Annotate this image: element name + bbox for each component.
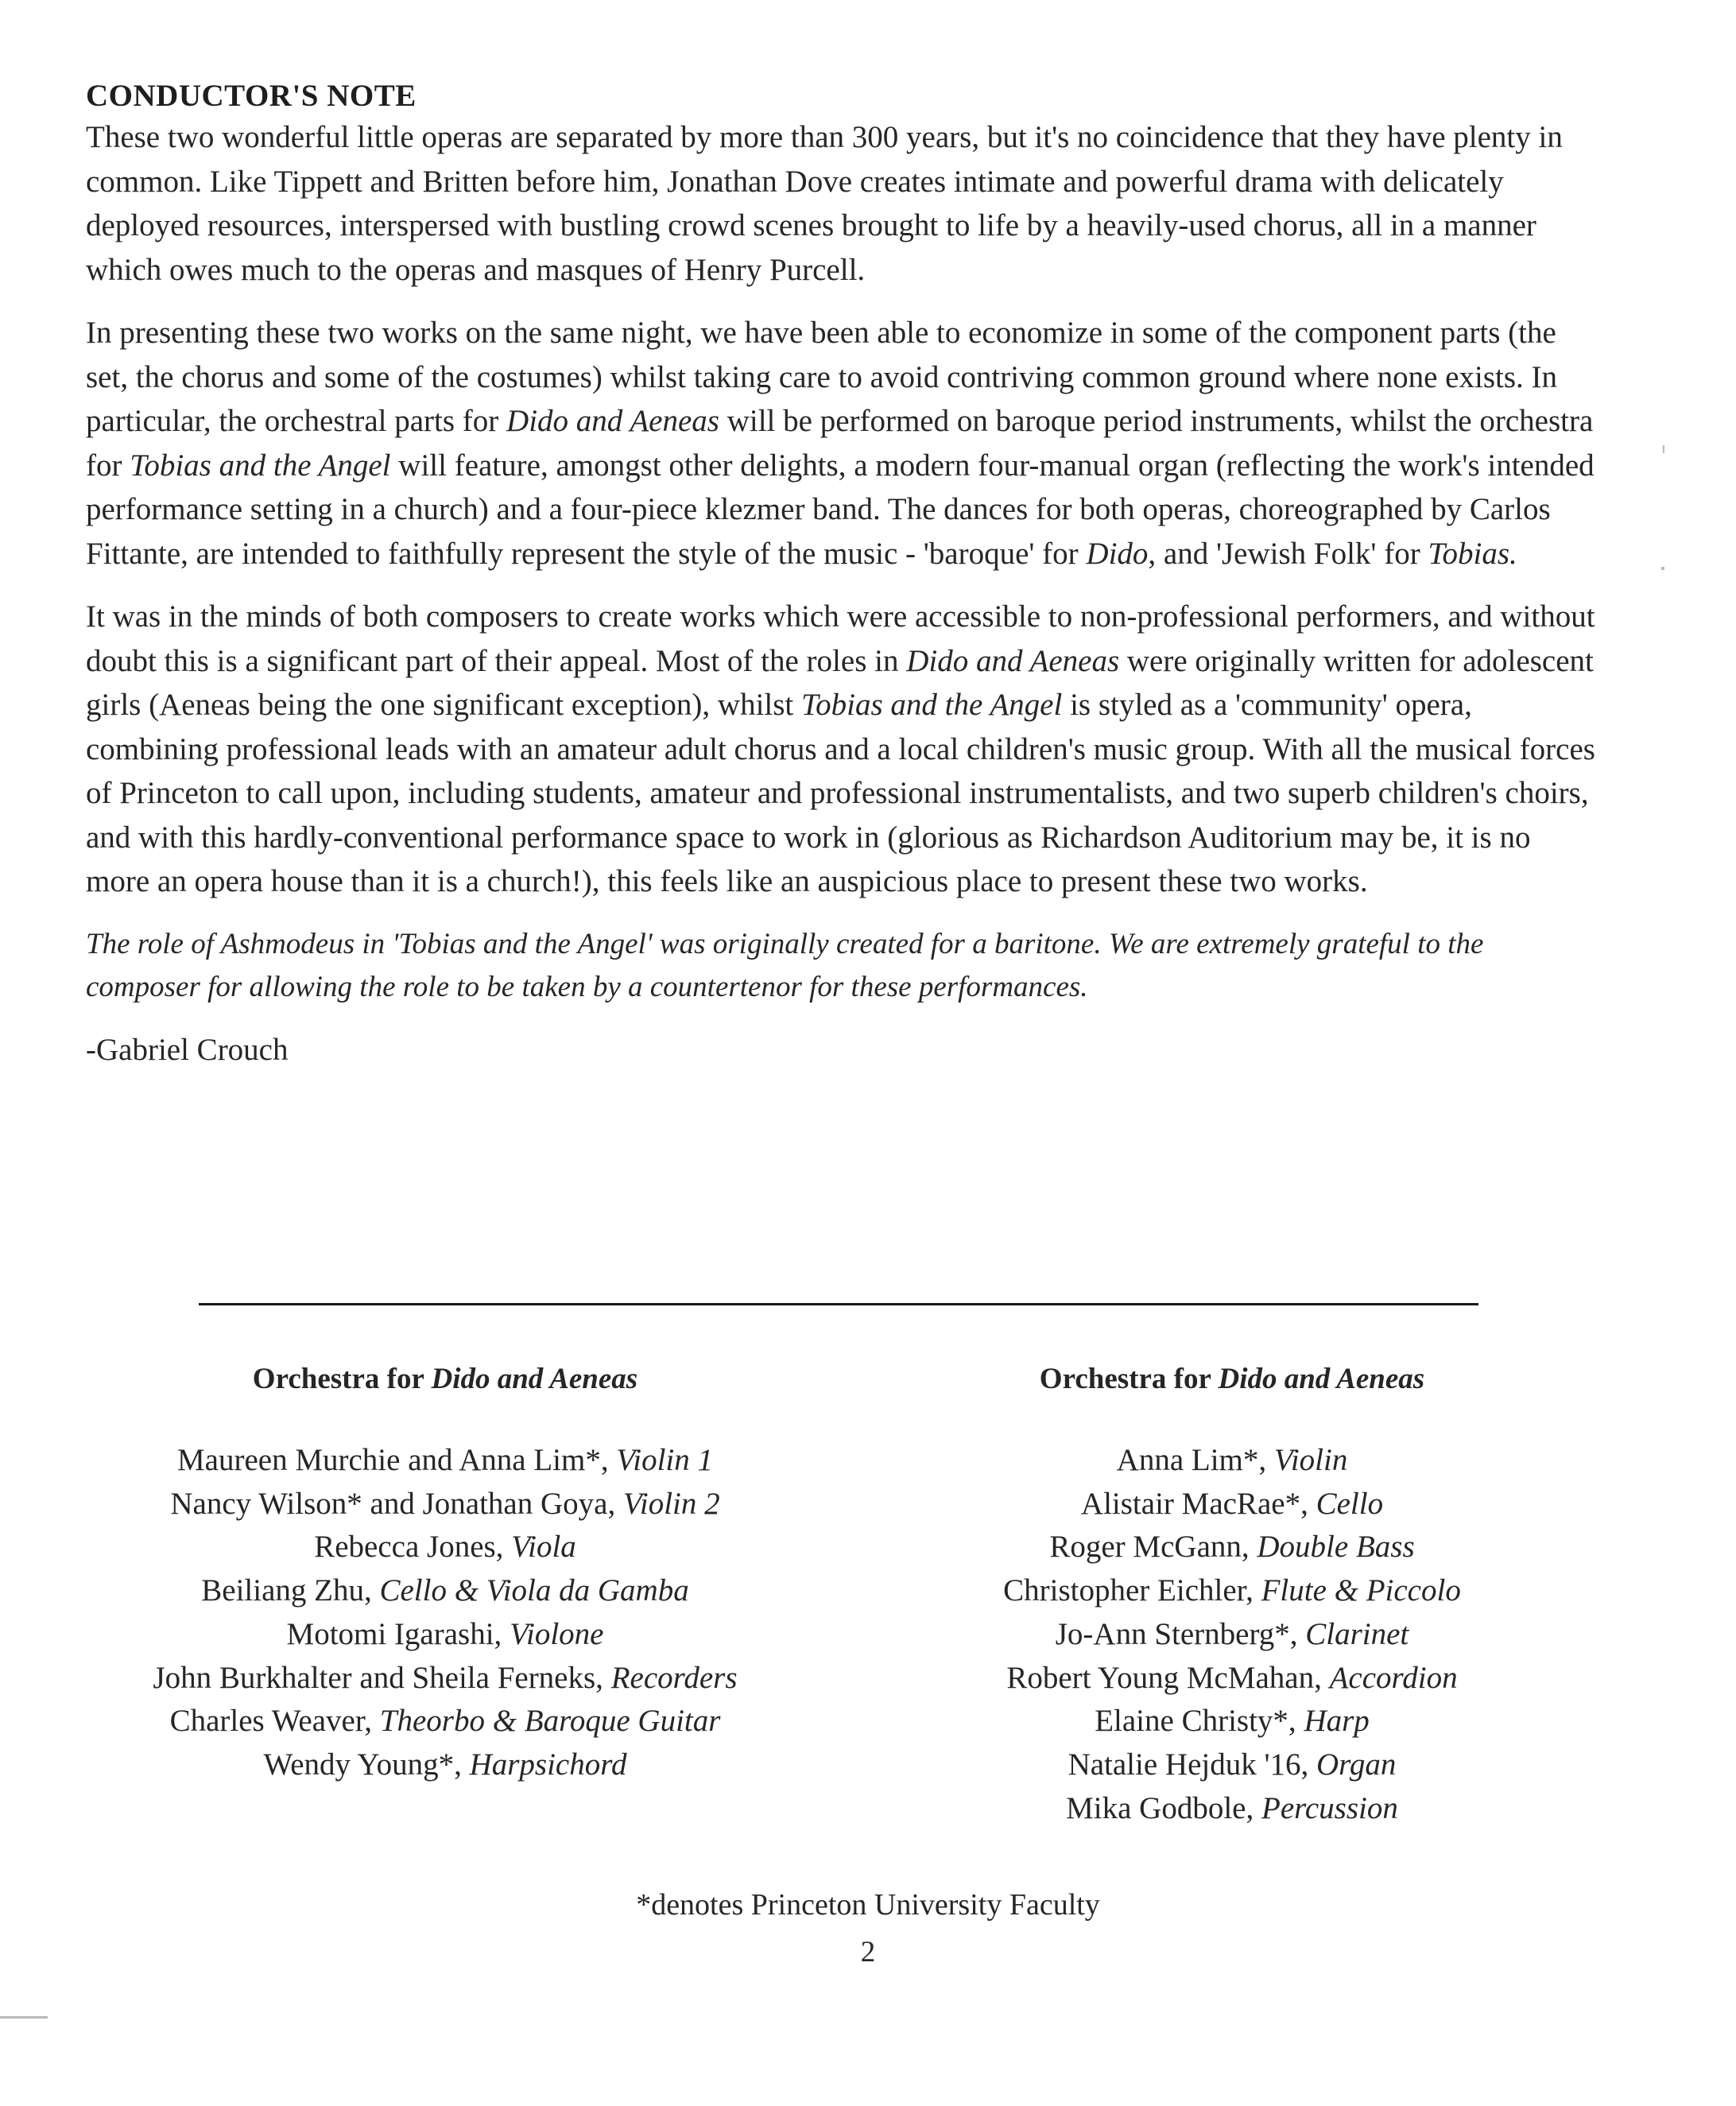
note-paragraph-2 (86, 311, 1596, 576)
roster-entry (914, 1569, 1550, 1613)
note-paragraph-1: These two wonderful little operas are separated by more than 300 years, but it's no coincidence that they have plenty in common. Like Tippett and Britten before him, Jonathan Dove creates intimate and powerful drama with delicately deployed resources, interspersed with bustling crowd scenes brought to life by a heavily-used chorus, all in a manner which owes much to the operas and masques of Henry Purcell. (86, 120, 1563, 287)
musician-names: Maureen Murchie and Anna Lim*, (176, 1443, 617, 1477)
roster-entry (914, 1787, 1550, 1831)
musician-names: Alistair MacRae*, (1080, 1486, 1316, 1521)
roster-entry (127, 1700, 763, 1743)
roster-entry (914, 1439, 1550, 1483)
opera-title: Dido and Aeneas (506, 404, 719, 438)
paragraph-text: is styled as a 'community' opera, combining professional leads with an amateur adult chorus and a local children's music group. With all the musical forces of Princeton to call upon, including students, amateur and professional instrumentalists, and two superb children's choirs, and with this hardly-conventional performance space to work in (glorious as Richardson Auditorium may be, it is no more an opera house than it is a church!), this feels like an auspicious place to present these two works. (86, 688, 1595, 898)
scan-edge-mark (0, 2016, 48, 2019)
roster-entry (914, 1700, 1550, 1743)
instrument: Flute & Piccolo (1261, 1573, 1461, 1608)
orchestra-right-column (914, 1359, 1550, 1830)
roster-entry (914, 1613, 1550, 1657)
musician-names: Elaine Christy*, (1095, 1704, 1304, 1739)
roster-entry (127, 1657, 763, 1701)
musician-names: Wendy Young*, (263, 1747, 470, 1782)
scan-speck (1663, 445, 1664, 453)
musician-names: Motomi Igarashi, (286, 1616, 510, 1651)
musician-names: Nancy Wilson* and Jonathan Goya, (170, 1486, 623, 1521)
opera-title: Dido and Aeneas (906, 643, 1120, 678)
conductors-note (86, 78, 1596, 1072)
musician-names: Rebecca Jones, (314, 1530, 512, 1565)
note-title: CONDUCTOR'S NOTE (86, 79, 417, 113)
roster-entry (127, 1483, 763, 1526)
paragraph-text: It was in the minds of both composers to create works which were accessible to non-professional performers, and without doubt this is a significant part of their appeal. Most of the roles in (86, 599, 1595, 678)
note-italic-remark: The role of Ashmodeus in 'Tobias and the Angel' was originally created for a baritone. We are extremely grateful to the composer for allowing the role to be taken by a countertenor for these performances. (86, 927, 1484, 1003)
musician-names: Jo-Ann Sternberg*, (1055, 1616, 1306, 1651)
note-paragraph-3 (86, 595, 1596, 904)
opera-title: Tobias. (1428, 536, 1517, 571)
musician-names: Beiliang Zhu, (201, 1573, 380, 1608)
roster-entry (127, 1439, 763, 1483)
instrument: Theorbo & Baroque Guitar (379, 1704, 721, 1739)
paragraph-text: , and 'Jewish Folk' for (1148, 536, 1428, 571)
instrument: Percussion (1261, 1790, 1398, 1825)
orchestra-left-heading (127, 1359, 763, 1399)
instrument: Clarinet (1305, 1616, 1409, 1651)
scan-speck (1661, 567, 1664, 570)
paragraph-text: In presenting these two works on the same night, we have been able to economize in some of the component parts (the set, the chorus and some of the costumes) whilst taking care to avoid contriving common ground where none exists. In particular, the orchestral parts for (86, 316, 1557, 438)
instrument: Cello & Viola da Gamba (379, 1573, 689, 1608)
instrument: Harpsichord (469, 1747, 627, 1782)
roster-entry (127, 1743, 763, 1787)
roster-entry (914, 1483, 1550, 1526)
instrument: Harp (1304, 1704, 1370, 1739)
instrument: Violone (510, 1616, 604, 1651)
orchestra-right-heading (914, 1359, 1550, 1399)
musician-names: Roger McGann, (1049, 1530, 1257, 1565)
instrument: Violin 1 (616, 1443, 714, 1477)
instrument: Cello (1316, 1486, 1384, 1521)
musician-names: Anna Lim*, (1116, 1443, 1274, 1477)
roster-entry (127, 1613, 763, 1657)
paragraph-text: were originally written for adolescent girls (Aeneas being the one significant exception), whilst (86, 643, 1594, 722)
heading-opera-title: Dido and Aeneas (1218, 1363, 1425, 1395)
roster-entry (914, 1743, 1550, 1787)
musician-names: Robert Young McMahan, (1006, 1660, 1330, 1695)
instrument: Violin (1273, 1443, 1348, 1477)
musician-names: John Burkhalter and Sheila Ferneks, (153, 1660, 611, 1695)
musician-names: Mika Godbole, (1066, 1790, 1261, 1825)
musician-names: Natalie Hejduk '16, (1068, 1747, 1317, 1782)
faculty-footnote: *denotes Princeton University Faculty (636, 1888, 1100, 1922)
opera-title: Tobias and the Angel (801, 688, 1063, 722)
opera-title: Tobias and the Angel (130, 448, 391, 483)
instrument: Organ (1316, 1747, 1397, 1782)
instrument: Accordion (1329, 1660, 1458, 1695)
paragraph-text: will feature, amongst other delights, a modern four-manual organ (reflecting the work's intended performance setting in a church) and a four-piece klezmer band. The dances for both operas, choreographed by Carlos Fittante, are intended to faithfully represent the style of the music - 'baroque' for (86, 448, 1595, 571)
heading-prefix: Orchestra for (1039, 1363, 1219, 1395)
heading-opera-title: Dido and Aeneas (431, 1363, 638, 1395)
instrument: Double Bass (1257, 1530, 1415, 1565)
section-divider (199, 1303, 1478, 1305)
roster-entry (127, 1526, 763, 1569)
roster-entry (914, 1526, 1550, 1569)
roster-entry (127, 1569, 763, 1613)
heading-prefix: Orchestra for (252, 1363, 432, 1395)
orchestra-left-column (127, 1359, 763, 1787)
musician-names: Charles Weaver, (169, 1704, 380, 1739)
orchestra-left-roster (127, 1439, 763, 1787)
instrument: Violin 2 (622, 1486, 720, 1521)
roster-entry (914, 1657, 1550, 1701)
musician-names: Christopher Eichler, (1003, 1573, 1261, 1608)
orchestra-right-roster (914, 1439, 1550, 1830)
paragraph-text: will be performed on baroque period instruments, whilst the orchestra for (86, 404, 1594, 483)
note-signature: -Gabriel Crouch (86, 1032, 289, 1067)
instrument: Viola (511, 1530, 576, 1565)
opera-title: Dido (1086, 536, 1149, 571)
instrument: Recorders (610, 1660, 738, 1695)
page-number: 2 (860, 1936, 876, 1968)
